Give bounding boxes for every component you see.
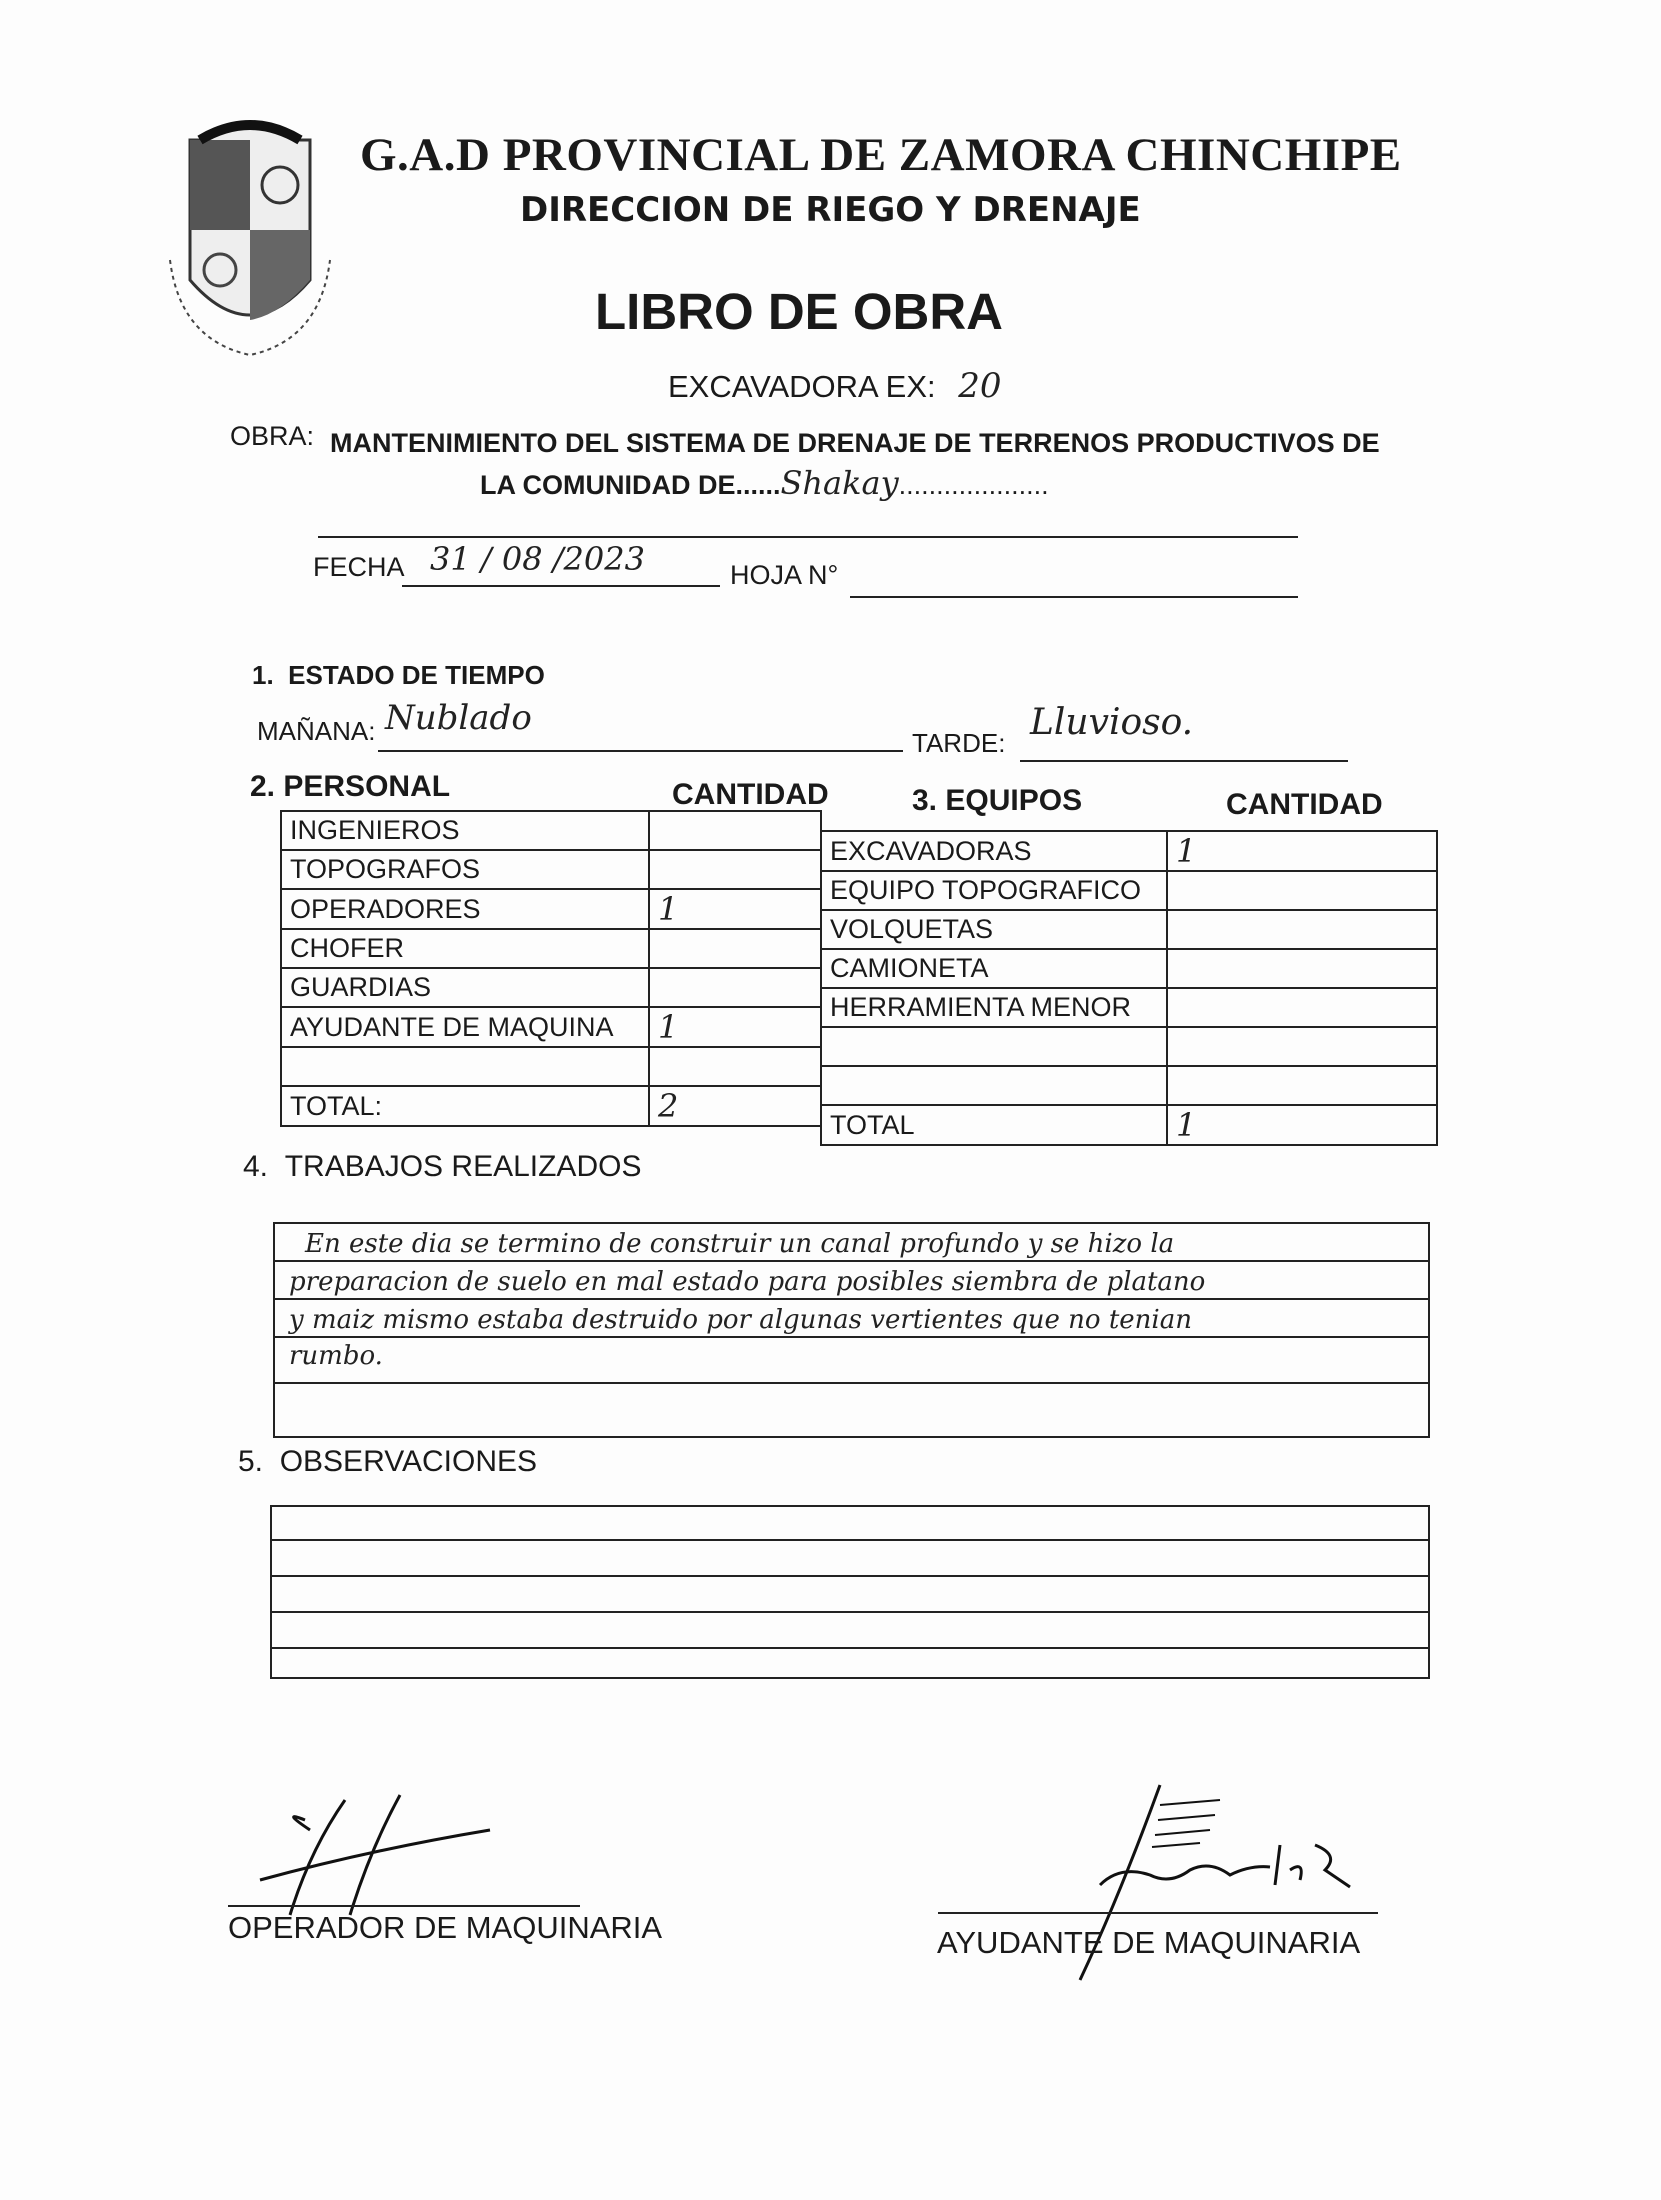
observaciones-line <box>272 1541 1428 1577</box>
table-row <box>821 949 1437 988</box>
equipos-qty <box>1167 871 1437 910</box>
section-title: OBSERVACIONES <box>279 1445 538 1478</box>
personal-total-label: TOTAL: <box>281 1086 649 1126</box>
manana-label: MAÑANA: <box>257 716 376 746</box>
equipos-cantidad-header: CANTIDAD <box>1226 788 1383 821</box>
personal-cantidad-header: CANTIDAD <box>672 778 829 811</box>
personal-qty <box>649 850 821 889</box>
hoja-underline <box>850 596 1298 598</box>
table-row <box>281 929 821 968</box>
operador-signature <box>250 1790 500 1920</box>
section-trabajos-heading <box>243 1150 641 1184</box>
tarde-label: TARDE: <box>912 728 1006 758</box>
ayudante-label: AYUDANTE DE MAQUINARIA <box>937 1925 1361 1960</box>
ayudante-signature-line <box>938 1912 1378 1914</box>
table-row <box>281 811 821 850</box>
operador-signature-line <box>228 1905 580 1907</box>
equipos-qty <box>1167 910 1437 949</box>
manana-underline <box>378 750 903 752</box>
equipos-label: CAMIONETA <box>821 949 1167 988</box>
trabajos-line: preparacion de suelo en mal estado para posibles siembra de platano <box>275 1262 1428 1300</box>
institution-name: G.A.D PROVINCIAL DE ZAMORA CHINCHIPE <box>360 129 1402 181</box>
section-title: TRABAJOS REALIZADOS <box>284 1150 642 1183</box>
equipos-qty: 1 <box>1167 831 1437 871</box>
department-name: DIRECCION DE RIEGO Y DRENAJE <box>520 190 1141 230</box>
fecha-label: FECHA <box>313 552 405 582</box>
personal-label: TOPOGRAFOS <box>281 850 649 889</box>
personal-label: GUARDIAS <box>281 968 649 1007</box>
observaciones-line <box>272 1507 1428 1541</box>
equipos-label: EQUIPO TOPOGRAFICO <box>821 871 1167 910</box>
personal-label: INGENIEROS <box>281 811 649 850</box>
personal-qty <box>649 929 821 968</box>
table-row <box>281 889 821 929</box>
personal-table <box>280 810 822 1127</box>
equipos-qty <box>1167 949 1437 988</box>
tarde-underline <box>1020 760 1348 762</box>
obra-line1: MANTENIMIENTO DEL SISTEMA DE DRENAJE DE TERRENOS PRODUCTIVOS DE <box>330 428 1380 458</box>
trabajos-line <box>275 1384 1428 1434</box>
section-number: 3. <box>912 784 938 817</box>
comunidad-value: Shakay <box>780 464 899 502</box>
excavadora-line <box>668 366 1002 406</box>
personal-label <box>281 1047 649 1086</box>
personal-qty: 1 <box>649 1007 821 1047</box>
equipos-label <box>821 1066 1167 1105</box>
manana-value: Nublado <box>385 698 532 738</box>
excavadora-label: EXCAVADORA EX: <box>668 369 936 404</box>
observaciones-line <box>272 1649 1428 1679</box>
table-row <box>821 1105 1437 1145</box>
equipos-total-label: TOTAL <box>821 1105 1167 1145</box>
table-row <box>821 831 1437 871</box>
equipos-label: EXCAVADORAS <box>821 831 1167 871</box>
table-row <box>281 850 821 889</box>
section-title: EQUIPOS <box>945 784 1083 817</box>
table-row <box>821 1027 1437 1066</box>
comunidad-dots: .................... <box>898 470 1049 500</box>
trabajos-line: y maiz mismo estaba destruido por algunas vertientes que no tenian <box>275 1300 1428 1338</box>
observaciones-box <box>270 1505 1430 1679</box>
section-title: ESTADO DE TIEMPO <box>288 660 545 690</box>
section-observaciones-heading <box>238 1445 537 1479</box>
table-row <box>821 988 1437 1027</box>
fecha-underline <box>402 585 720 587</box>
table-row <box>821 871 1437 910</box>
institution-logo <box>160 110 340 360</box>
table-row <box>281 1086 821 1126</box>
section-personal-heading <box>250 770 450 804</box>
obra-line2 <box>480 464 1049 502</box>
personal-label: CHOFER <box>281 929 649 968</box>
section-number: 2. <box>250 770 276 803</box>
equipos-qty <box>1167 988 1437 1027</box>
personal-qty <box>649 811 821 850</box>
equipos-label <box>821 1027 1167 1066</box>
personal-label: OPERADORES <box>281 889 649 929</box>
tarde-value: Lluvioso. <box>1030 702 1194 743</box>
observaciones-line <box>272 1613 1428 1649</box>
section-number: 5. <box>238 1445 264 1478</box>
equipos-qty <box>1167 1027 1437 1066</box>
section-tiempo-heading <box>252 660 545 691</box>
excavadora-value: 20 <box>958 366 1002 406</box>
equipos-qty <box>1167 1066 1437 1105</box>
trabajos-box <box>273 1222 1430 1438</box>
hoja-label: HOJA N° <box>730 560 839 590</box>
table-row <box>281 1007 821 1047</box>
section-equipos-heading <box>912 784 1082 818</box>
table-row <box>281 1047 821 1086</box>
comunidad-label: LA COMUNIDAD DE...... <box>480 470 781 500</box>
equipos-label: HERRAMIENTA MENOR <box>821 988 1167 1027</box>
personal-qty <box>649 968 821 1007</box>
equipos-total-value: 1 <box>1167 1105 1437 1145</box>
trabajos-line: rumbo. <box>275 1338 1428 1384</box>
obra-label: OBRA: <box>230 421 315 451</box>
section-number: 1. <box>252 660 274 690</box>
personal-total-value: 2 <box>649 1086 821 1126</box>
section-title: PERSONAL <box>283 770 451 803</box>
table-row <box>821 1066 1437 1105</box>
fecha-value: 31 / 08 /2023 <box>430 540 645 578</box>
page-title: LIBRO DE OBRA <box>595 283 1003 340</box>
equipos-table <box>820 830 1438 1146</box>
table-row <box>821 910 1437 949</box>
operador-label: OPERADOR DE MAQUINARIA <box>228 1910 663 1945</box>
personal-qty: 1 <box>649 889 821 929</box>
trabajos-line: En este dia se termino de construir un canal profundo y se hizo la <box>275 1224 1428 1262</box>
personal-qty <box>649 1047 821 1086</box>
personal-label: AYUDANTE DE MAQUINA <box>281 1007 649 1047</box>
obra-divider <box>318 536 1298 538</box>
observaciones-line <box>272 1577 1428 1613</box>
equipos-label: VOLQUETAS <box>821 910 1167 949</box>
section-number: 4. <box>243 1150 269 1183</box>
table-row <box>281 968 821 1007</box>
